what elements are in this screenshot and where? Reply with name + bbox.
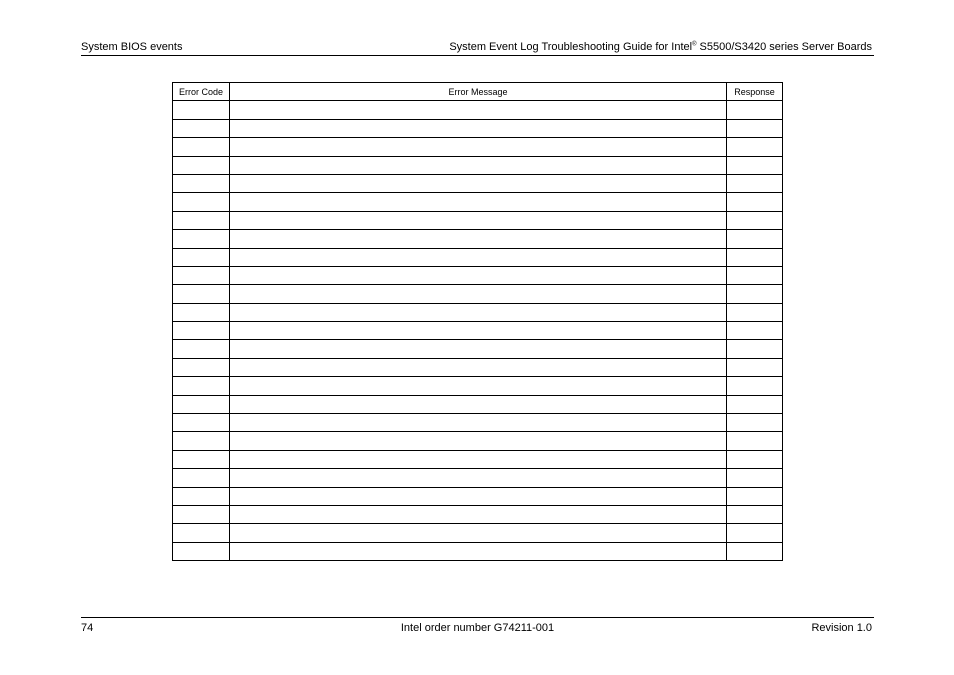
error-message-cell: [230, 377, 727, 395]
error-message-cell: [230, 174, 727, 192]
error-message-cell: [230, 432, 727, 450]
response-cell: [727, 395, 783, 413]
error-code-cell: [173, 487, 230, 505]
page-footer: [81, 617, 874, 638]
error-code-cell: [173, 303, 230, 321]
table-row: [173, 138, 783, 156]
page-header: [81, 40, 874, 56]
table-row: [173, 432, 783, 450]
error-message-cell: [230, 395, 727, 413]
table-row: [173, 266, 783, 284]
error-message-cell: [230, 469, 727, 487]
error-code-cell: [173, 358, 230, 376]
table-row: [173, 248, 783, 266]
error-code-cell: [173, 377, 230, 395]
error-message-cell: [230, 230, 727, 248]
error-message-cell: [230, 450, 727, 468]
error-message-cell: [230, 524, 727, 542]
response-cell: [727, 542, 783, 560]
error-code-cell: [173, 322, 230, 340]
error-code-cell: [173, 432, 230, 450]
table-row: [173, 285, 783, 303]
table-row: [173, 193, 783, 211]
order-number: Intel order number G74211-001: [400, 622, 555, 634]
table-row: [173, 414, 783, 432]
error-message-cell: [230, 101, 727, 119]
error-code-cell: [173, 505, 230, 523]
error-code-cell: [173, 193, 230, 211]
error-message-cell: [230, 340, 727, 358]
response-cell: [727, 174, 783, 192]
error-message-cell: [230, 358, 727, 376]
response-cell: [727, 432, 783, 450]
column-header-error-message: Error Message: [230, 83, 727, 101]
response-cell: [727, 230, 783, 248]
error-message-cell: [230, 487, 727, 505]
response-cell: [727, 193, 783, 211]
table-row: [173, 395, 783, 413]
table-header-row: [173, 83, 783, 101]
table-row: [173, 469, 783, 487]
response-cell: [727, 156, 783, 174]
table-row: [173, 303, 783, 321]
error-code-cell: [173, 542, 230, 560]
table-row: [173, 487, 783, 505]
error-code-cell: [173, 340, 230, 358]
table-row: [173, 542, 783, 560]
error-code-cell: [173, 174, 230, 192]
table-row: [173, 340, 783, 358]
response-cell: [727, 358, 783, 376]
response-cell: [727, 377, 783, 395]
error-message-cell: [230, 266, 727, 284]
response-cell: [727, 119, 783, 137]
error-code-cell: [173, 395, 230, 413]
table-row: [173, 174, 783, 192]
table-row: [173, 322, 783, 340]
error-code-cell: [173, 119, 230, 137]
error-message-cell: [230, 303, 727, 321]
error-code-cell: [173, 211, 230, 229]
error-message-cell: [230, 414, 727, 432]
page-number: 74: [81, 622, 94, 634]
response-cell: [727, 322, 783, 340]
error-code-cell: [173, 285, 230, 303]
error-code-cell: [173, 248, 230, 266]
table-row: [173, 156, 783, 174]
table-row: [173, 230, 783, 248]
error-message-cell: [230, 138, 727, 156]
response-cell: [727, 450, 783, 468]
response-cell: [727, 138, 783, 156]
table-row: [173, 101, 783, 119]
response-cell: [727, 211, 783, 229]
error-code-cell: [173, 469, 230, 487]
registered-mark: ®: [692, 41, 697, 48]
header-section-title: System BIOS events: [81, 41, 183, 53]
table-row: [173, 450, 783, 468]
table-row: [173, 358, 783, 376]
response-cell: [727, 285, 783, 303]
table-body: [173, 101, 783, 561]
error-code-cell: [173, 101, 230, 119]
column-header-error-code: Error Code: [173, 83, 230, 101]
error-code-cell: [173, 230, 230, 248]
header-title-suffix: S5500/S3420 series Server Boards: [696, 41, 872, 53]
response-cell: [727, 101, 783, 119]
response-cell: [727, 266, 783, 284]
error-code-cell: [173, 450, 230, 468]
table-row: [173, 505, 783, 523]
response-cell: [727, 414, 783, 432]
error-message-cell: [230, 542, 727, 560]
response-cell: [727, 340, 783, 358]
error-code-cell: [173, 414, 230, 432]
table-row: [173, 377, 783, 395]
response-cell: [727, 469, 783, 487]
response-cell: [727, 505, 783, 523]
error-message-cell: [230, 211, 727, 229]
error-message-cell: [230, 156, 727, 174]
error-message-cell: [230, 119, 727, 137]
response-cell: [727, 303, 783, 321]
table-row: [173, 524, 783, 542]
header-title-prefix: System Event Log Troubleshooting Guide for Intel: [449, 41, 693, 53]
error-code-cell: [173, 138, 230, 156]
error-code-cell: [173, 524, 230, 542]
error-code-cell: [173, 266, 230, 284]
error-message-cell: [230, 322, 727, 340]
response-cell: [727, 248, 783, 266]
header-document-title: [449, 40, 872, 55]
error-message-cell: [230, 248, 727, 266]
revision-label: Revision 1.0: [811, 622, 872, 634]
response-cell: [727, 487, 783, 505]
column-header-response: Response: [727, 83, 783, 101]
error-code-cell: [173, 156, 230, 174]
error-message-cell: [230, 285, 727, 303]
table-row: [173, 211, 783, 229]
response-cell: [727, 524, 783, 542]
error-message-cell: [230, 505, 727, 523]
error-message-cell: [230, 193, 727, 211]
error-code-table: [172, 82, 783, 561]
table-row: [173, 119, 783, 137]
